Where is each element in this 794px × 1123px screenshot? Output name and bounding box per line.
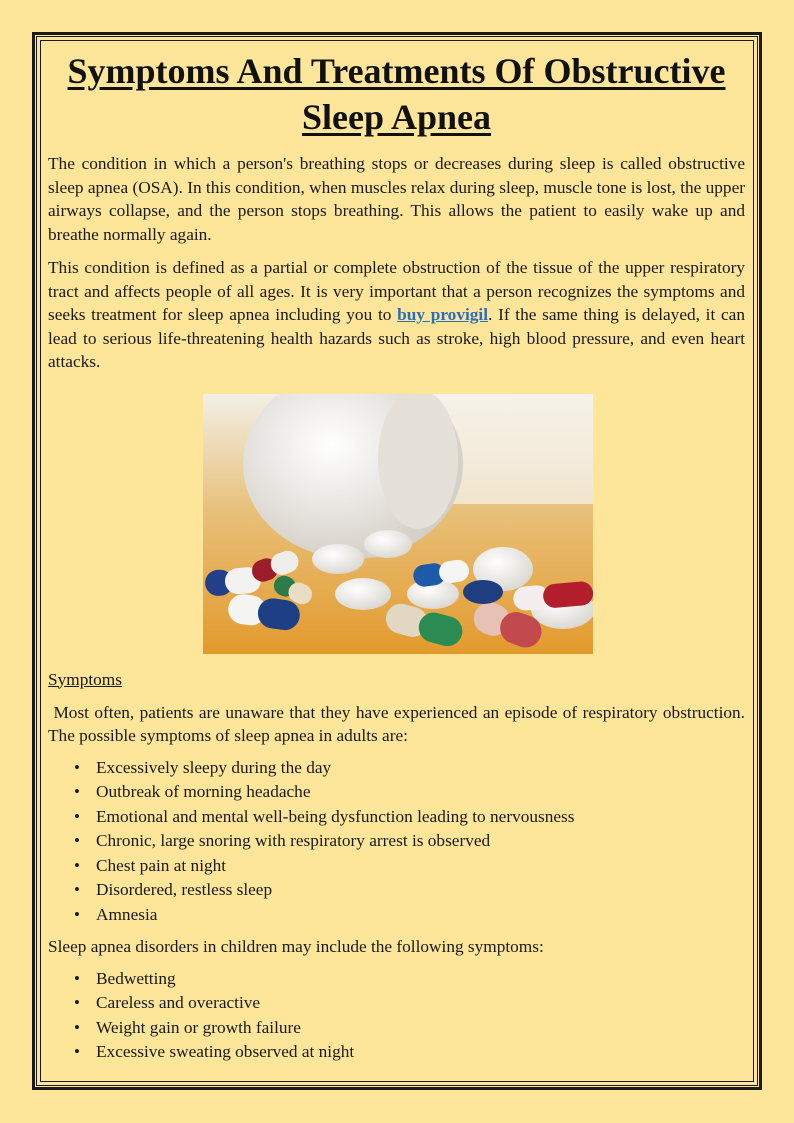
pills-illustration [203,394,593,654]
paragraph-text-before-link: This condition is defined as a partial or complete obstruction of the tissue of the upper respiratory tract and affects people of all ages. It is very important that a person recognizes the symptoms and seeks treatment for sleep apnea including you to [48,258,745,324]
page-title: Symptoms And Treatments Of Obstructive Sleep Apnea [67,51,726,137]
list-item: • Weight gain or growth failure [96,1016,745,1041]
list-item: • Careless and overactive [96,991,745,1016]
document-content [48,48,745,1065]
pills-photo [203,394,593,654]
list-item: • Amnesia [96,903,745,928]
symptoms-intro [48,701,745,748]
paragraph-text-after-link: . If the same thing is delayed, it can lead to serious life-threatening health hazards such as stroke, high blood pressure, and even heart attacks. [48,305,745,371]
intro-paragraph: The condition in which a person's breathing stops or decreases during sleep is called obstructive sleep apnea (OSA). In this condition, when muscles relax during sleep, muscle tone is lost, the upper airways collapse, and the person stops breathing. This allows the patient to easily wake up and breathe normally again. [48,154,745,244]
list-item: • Excessively sleepy during the day [96,756,745,781]
adult-symptoms-list [48,756,745,928]
list-item: • Excessive sweating observed at night [96,1040,745,1065]
list-item: • Emotional and mental well-being dysfunction leading to nervousness [96,805,745,830]
child-symptoms-list [48,967,745,1065]
list-item: • Chronic, large snoring with respiratory arrest is observed [96,829,745,854]
children-intro: Sleep apnea disorders in children may include the following symptoms: [48,937,544,956]
list-item: • Chest pain at night [96,854,745,879]
list-item: • Outbreak of morning headache [96,780,745,805]
symptoms-intro-text: Most often, patients are unaware that they have experienced an episode of respiratory obstruction. The possible symptoms of sleep apnea in adults are: [48,702,745,745]
obstruction-paragraph [48,256,745,374]
list-item: • Bedwetting [96,967,745,992]
symptoms-heading: Symptoms [48,669,122,689]
buy-provigil-link[interactable]: buy provigil [397,305,489,324]
list-item: • Disordered, restless sleep [96,878,745,903]
